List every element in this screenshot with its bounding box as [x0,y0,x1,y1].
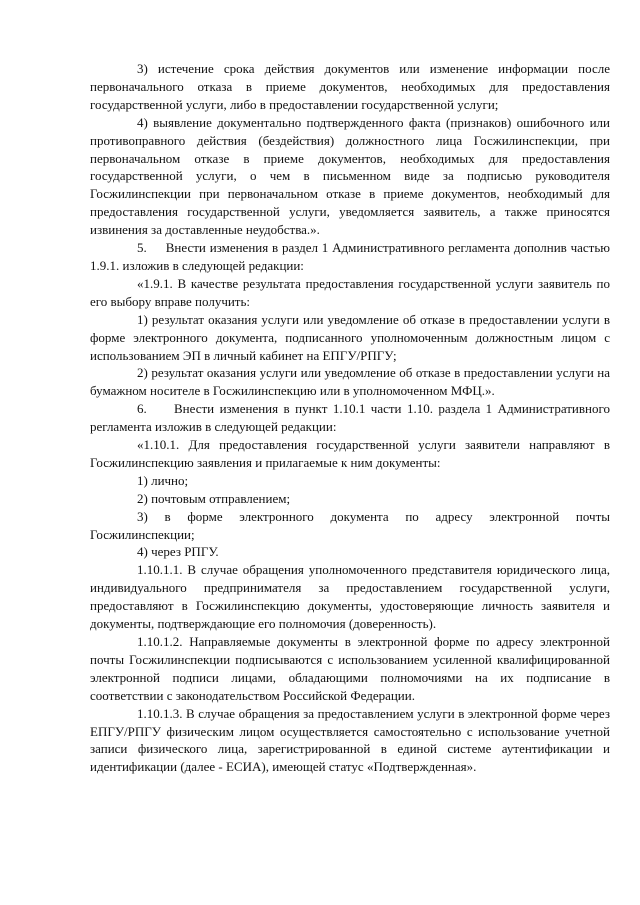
paragraph-1-9-1: «1.9.1. В качестве результата предоставления государственной услуги заявитель по его выбору вправе получить: [90,275,610,309]
paragraph-1-10-1-item-2: 2) почтовым отправлением; [137,490,291,506]
paragraph-1-10-1-item-1: 1) лично; [137,472,189,488]
paragraph-section-5: 5. Внести изменения в раздел 1 Административного регламента дополнив частью 1.9.1. изложив в следующей редакции: [90,240,610,273]
paragraph-item-3: 3) истечение срока действия документов или изменение информации после первоначального отказа в приеме документов, необходимых для предоставления государственной услуги, либо в предоставлении государственной услуги; [90,61,610,112]
paragraph-1-9-1-item-2: 2) результат оказания услуги или уведомление об отказе в предоставлении услуги на бумажном носителе в Госжилинспекцию или в уполномоченном МФЦ.». [90,365,610,399]
paragraph-1-10-1-1: 1.10.1.1. В случае обращения уполномоченного представителя юридического лица, индивидуального предпринимателя за предоставлением государственной услуги, предоставляют в Госжилинспекцию документы, удостоверяющие личность заявителя и документы, подтверждающие его полномочия (доверенность). [90,562,610,632]
paragraph-section-6: 6. Внести изменения в пункт 1.10.1 части 1.10. раздела 1 Административного регламента изложив в следующей редакции: [90,401,610,435]
paragraph-1-9-1-item-1: 1) результат оказания услуги или уведомление об отказе в предоставлении услуги в форме электронного документа, подписанного уполномоченным должностным лицом с использованием ЭП в личный кабинет на ЕПГУ/РПГУ; [90,311,610,363]
paragraph-1-10-1-3: 1.10.1.3. В случае обращения за предоставлением услуги в электронной форме через ЕПГУ/РПГУ физическим лицом осуществляется самостоятельно с использование учетной записи физического лица, зарегистрированной в единой системе аутентификации и идентификации (далее - ЕСИА), имеющей статус «Подтвержденная». [90,705,610,775]
paragraph-item-4: 4) выявление документально подтвержденного факта (признаков) ошибочного или противоправного действия (бездействия) должностного лица Госжилинспекции, при первоначальном отказе в приеме документов, необходимых для предоставления государственной услуги, о чем в письменном виде за подписью руководителя Госжилинспекции при первоначальном отказе в приеме документов, необходимый для предоставления государственной услуги, уведомляется заявитель, а также приносятся извинения за доставленные неудобства.». [90,114,610,238]
paragraph-1-10-1-item-4: 4) через РПГУ. [137,544,219,560]
paragraph-1-10-1: «1.10.1. Для предоставления государственной услуги заявители направляют в Госжилинспекцию заявления и прилагаемые к ним документы: [90,437,610,470]
paragraph-1-10-1-2: 1.10.1.2. Направляемые документы в электронной форме по адресу электронной почты Госжилинспекции подписываются с использованием усиленной квалифицированной электронной подписи лицами, обладающими полномочиями на их подписание в соответствии с законодательством Российской Федерации. [90,634,610,703]
paragraph-1-10-1-item-3: 3) в форме электронного документа по адресу электронной почты Госжилинспекции; [90,508,610,542]
document-page [90,60,610,776]
